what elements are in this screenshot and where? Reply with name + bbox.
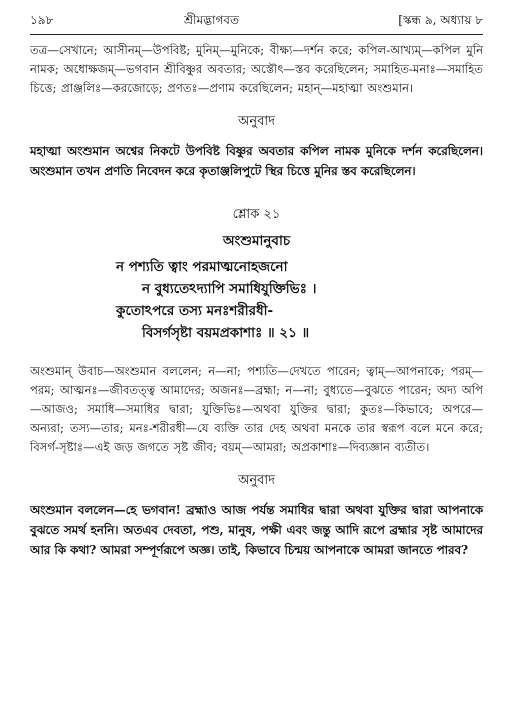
spacer [30,344,483,362]
translation-paragraph-2: অংশুমান বললেন—হে ভগবান! ব্রহ্মাও আজ পর্যন্ত সমাধির দ্বারা অথবা যুক্তির দ্বারা আপনাকে বুঝতে সমর্থ হননি। অতএব দেবতা, পশু, মানুষ, পক্ষী এবং জন্তু আদি রূপে ব্রহ্মার সৃষ্ট আমাদের আর কি কথা? আমরা সম্পূর্ণরূপে অজ্ঞ। তাই, কিভাবে চিন্ময় আপনাকে আমরা জানতে পারব? [30,503,483,557]
translation-paragraph-1: মহাত্মা অংশুমান অশ্বের নিকটে উপবিষ্ট বিষ্ণুর অবতার কপিল নামক মুনিকে দর্শন করেছিলেন। অংশুমান তখন প্রণতি নিবেদন করে কৃতাঞ্জলিপুটে স্থির চিত্তে মুনির স্তব করেছিলেন। [30,144,483,178]
verse-line-3: কুতোঽপরে তস্য মনঃশরীরধী- [116,303,274,319]
book-title: শ্রীমদ্ভাগবত [183,13,239,27]
translation-heading-2: অনুবাদ [238,473,275,488]
page-header [30,12,483,32]
header-rule [30,34,483,35]
chapter-location: [স্কন্ধ ৯, অধ্যায় ৮ [398,13,483,27]
verse-line-2: ন বুধ্যতেঽদ্যাপি সমাধিযুক্তিভিঃ । [142,281,317,297]
verse-line-1: ন পশ্যতি ত্বাং পরমাত্মনোহজনো [116,259,288,275]
verse-speaker: অংশুমানুবাচ [222,233,291,249]
verse-line-4: বিসর্গসৃষ্টা বয়মপ্রকাশাঃ ॥ ২১ ॥ [142,325,310,341]
translation-heading-1: অনুবাদ [238,114,275,129]
synonyms-paragraph-1: তত্র—সেখানে; আসীনম্—উপবিষ্ট; মুনিম্—মুনিকে; বীক্ষ্য—দর্শন করে; কপিল-আখ্যম্—কপিল মুনি নামক; অধোক্ষজম্—ভগবান শ্রীবিষ্ণুর অবতার; অস্তৌৎ—স্তব করেছিলেন; সমাহিত-মনাঃ—সমাহিত চিত্তে; প্রাঞ্জলিঃ—করজোড়ে; প্রণতঃ—প্রণাম করেছিলেন; মহান্—মহাত্মা অংশুমান। [30,43,483,95]
page-number: ১৯৮ [30,13,54,27]
verse-number: শ্লোক ২১ [232,207,281,222]
synonyms-paragraph-2: অংশুমান্ উবাচ—অংশুমান বললেন; ন—না; পশ্যতি—দেখতে পারেন; ত্বাম্—আপনাকে; পরম্—পরম; আত্মনঃ—জীবতত্ত্ব আমাদের; অজনঃ—ব্রহ্মা; ন—না; বুধ্যতে—বুঝতে পারেন; অদ্য অপি—আজও; সমাধি—সমাধির দ্বারা; যুক্তিভিঃ—অথবা যুক্তির দ্বারা; কুতঃ—কিভাবে; অপরে—অন্যরা; তস্য—তার; মনঃ-শরীরধী—যে ব্যক্তি তার দেহ অথবা মনকে তার স্বরূপ বলে মনে করে; বিসর্গ-সৃষ্টাঃ—এই জড় জগতে সৃষ্ট জীব; বয়ম্—আমরা; অপ্রকাশাঃ—দিব্যজ্ঞান ব্যতীত। [30,364,483,454]
